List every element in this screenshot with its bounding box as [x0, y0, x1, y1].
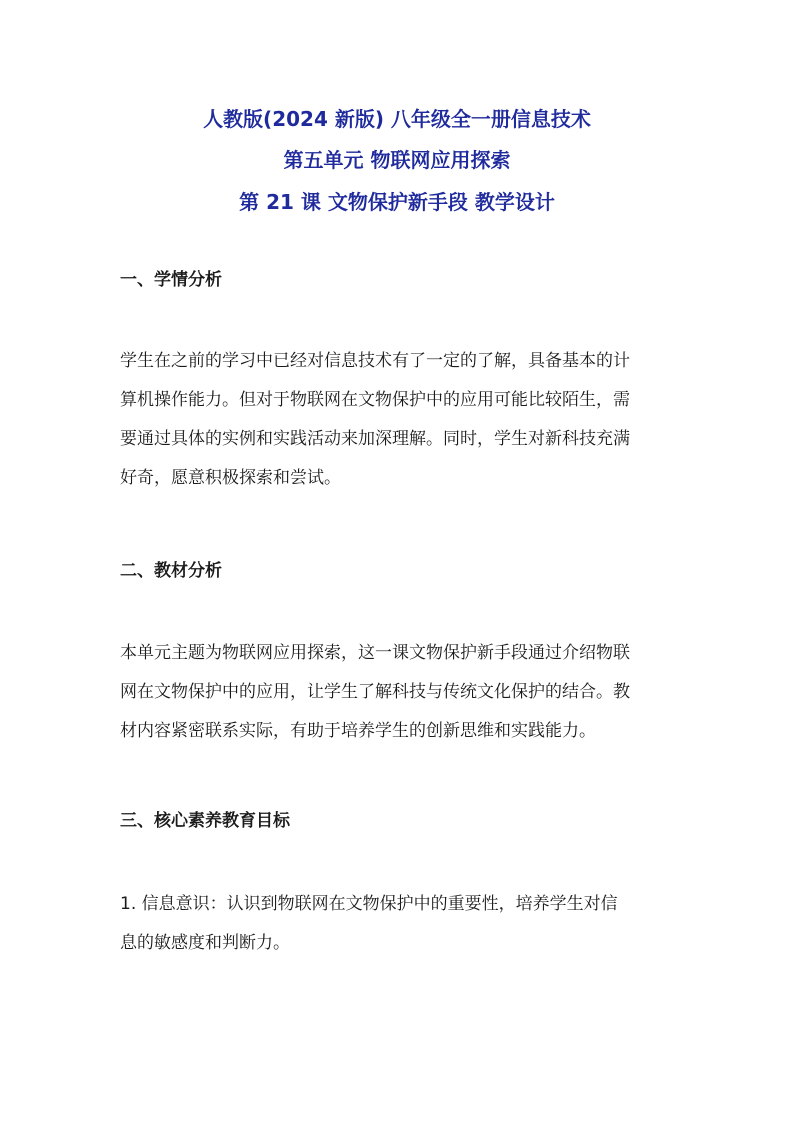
paragraph-line: 材内容紧密联系实际，有助于培养学生的创新思维和实践能力。	[120, 721, 596, 741]
doc-title-lesson: 第 21 课 文物保护新手段 教学设计	[239, 190, 555, 214]
doc-title-unit: 第五单元 物联网应用探索	[283, 148, 511, 172]
section-heading-learner-analysis: 一、学情分析	[120, 270, 222, 290]
section-heading-textbook-analysis: 二、教材分析	[120, 561, 222, 581]
paragraph-line: 网在文物保护中的应用，让学生了解科技与传统文化保护的结合。教	[120, 682, 630, 702]
doc-title-textbook: 人教版(2024 新版) 八年级全一册信息技术	[203, 107, 591, 131]
paragraph-line: 本单元主题为物联网应用探索，这一课文物保护新手段通过介绍物联	[120, 643, 630, 663]
paragraph-line: 要通过具体的实例和实践活动来加深理解。同时，学生对新科技充满	[120, 429, 630, 449]
section-body-textbook-analysis	[120, 634, 680, 751]
section-body-learner-analysis	[120, 342, 680, 498]
paragraph-line: 算机操作能力。但对于物联网在文物保护中的应用可能比较陌生，需	[120, 390, 630, 410]
section-body-core-literacy-goals	[120, 885, 680, 963]
paragraph-line: 好奇，愿意积极探索和尝试。	[120, 468, 341, 488]
paragraph-line: 1. 信息意识：认识到物联网在文物保护中的重要性，培养学生对信	[120, 894, 618, 914]
paragraph-line: 息的敏感度和判断力。	[120, 933, 290, 953]
paragraph-line: 学生在之前的学习中已经对信息技术有了一定的了解，具备基本的计	[120, 351, 630, 371]
section-heading-core-literacy-goals: 三、核心素养教育目标	[120, 811, 290, 831]
